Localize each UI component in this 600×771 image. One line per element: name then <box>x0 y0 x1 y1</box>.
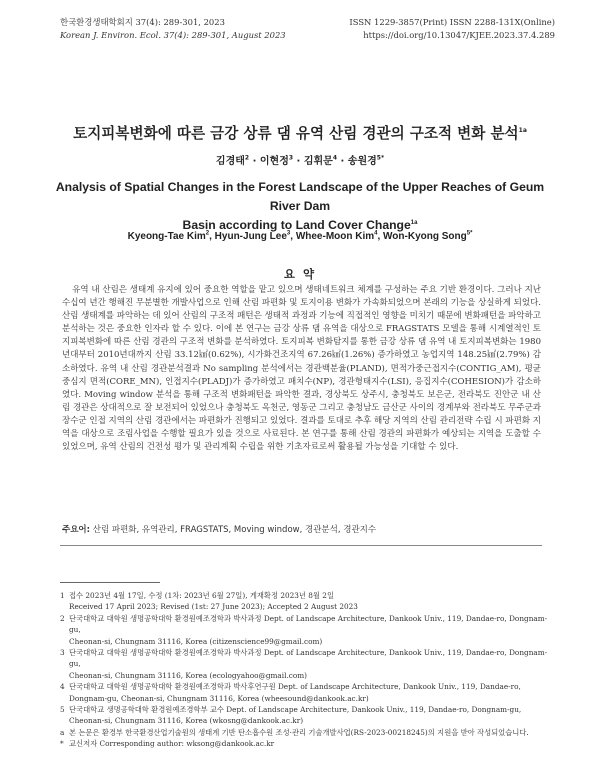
footnote-5 <box>60 704 550 727</box>
footnote-mark: 3 <box>60 648 65 658</box>
section-divider <box>60 545 542 546</box>
footnote-line: Cheonan-si, Chungnam 31116, Korea (ecologyahoo@gmail.com) <box>69 670 308 680</box>
author-en-3: Whee-Moon Kim <box>295 231 375 242</box>
footnote-line: 단국대학교 생명공학대학 환경원예조경학부 교수 Dept. of Landscape Architecture, Dankook Univ., 119, Dandae-ro, Dongnam-gu, <box>69 705 522 715</box>
footnote-line: Cheonan-si, Chungnam 31116, Korea (citizenscience99@gmail.com) <box>69 636 323 646</box>
journal-citation <box>60 16 286 42</box>
author-ko-3-sup: 4 <box>332 154 337 162</box>
author-ko-4: 송원경 <box>347 156 377 167</box>
footnote-line: 접수 2023년 4월 17일, 수정 (1차: 2023년 6월 27일), 게재확정 2023년 8월 2일 <box>69 591 334 600</box>
author-ko-3: 김휘문 <box>303 156 333 167</box>
authors-korean <box>40 152 560 167</box>
footnote-line: Cheonan-si, Chungnam 31116, Korea (wkosng@dankook.ac.kr) <box>69 716 304 726</box>
authors-english: Kyeong-Tae Kim$^2$, Hyun-Jung Lee$^3$, Whee-Moon Kim$^4$, Won-Kyong Song$^{5*}$ <box>127 230 473 242</box>
footnote-line: Dongnam-gu, Cheonan-si, Chungnam 31116, Korea (wheesound@dankook.ac.kr) <box>69 693 369 703</box>
keywords <box>62 523 541 535</box>
author-ko-1-sup: 2 <box>244 154 250 162</box>
title-english <box>40 178 560 235</box>
footnote-mark: 4 <box>60 682 65 692</box>
keywords-list: 산림 파편화, 유역관리, FRAGSTATS, Moving window, 경관분석, 경관지수 <box>92 525 377 535</box>
title-english-line1: Analysis of Spatial Changes in the Forest Landscape of the Upper Reaches of Geum River Dam <box>55 180 545 213</box>
author-ko-2: 이현정 <box>259 156 289 167</box>
title-korean-sup: 1a <box>518 127 527 135</box>
author-ko-4-sup: 5* <box>376 154 385 162</box>
footnote-line: 단국대학교 대학원 생명공학대학 환경원예조경학과 박사후연구원 Dept. of Landscape Architecture, Dankook Univ., 119, Dandae-ro, <box>69 682 521 692</box>
title-korean-text: 토지피복변화에 따른 금강 상류 댐 유역 산림 경관의 구조적 변화 분석 <box>73 125 519 142</box>
keywords-label: 주요어: <box>62 525 91 535</box>
footnote-line: 본 논문은 환경부 한국환경산업기술원의 생태계 기반 탄소흡수원 조성·관리 기술개발사업(RS-2023-00218245)의 지원을 받아 작성되었습니다. <box>69 727 529 737</box>
abstract-heading: 요 약 <box>283 267 317 281</box>
title-korean <box>40 122 560 143</box>
title-english-sup: 1a <box>410 219 418 226</box>
author-en-1-sup: 2 <box>205 230 210 237</box>
author-en-1: Kyeong-Tae Kim <box>127 231 206 242</box>
author-en-2-sup: 3 <box>286 230 291 237</box>
author-en-4: Won-Kyong Song <box>383 231 467 242</box>
footnote-mark: a <box>60 727 65 737</box>
author-separator: · <box>252 156 257 167</box>
issn: ISSN 1229-3857(Print) ISSN 2288-131X(Online) <box>349 17 555 27</box>
author-separator: · <box>296 156 301 167</box>
footnote-mark: 1 <box>60 591 65 600</box>
author-en-4-sup: 5* <box>466 230 473 237</box>
doi-link[interactable]: https://doi.org/10.13047/KJEE.2023.37.4.289 <box>363 30 555 40</box>
footnote-corresponding <box>60 738 550 749</box>
author-separator: · <box>340 156 345 167</box>
footnotes <box>60 590 550 750</box>
footnote-mark: 5 <box>60 705 65 715</box>
author-ko-1: 김경태 <box>215 156 245 167</box>
journal-citation-en: Korean J. Environ. Ecol. 37(4): 289-301, August 2023 <box>60 30 286 40</box>
footnote-2 <box>60 613 550 647</box>
footnote-mark: 2 <box>60 613 65 623</box>
footnote-mark: * <box>60 739 64 749</box>
footnote-1 <box>60 590 550 613</box>
footnote-4 <box>60 681 550 704</box>
footnote-3 <box>60 647 550 681</box>
abstract-body: 유역 내 산림은 생태계 유지에 있어 중요한 역할을 맡고 있으며 생태네트워크 체계를 구성하는 주요 기반 환경이다. 그러나 지난 수십여 년간 행해진 무분별한 개발사업으로 인해 산림 파편화 및 토지이용 변화가 가속화되었으며 본래의 기능을 상실하게 되었다. 산림 생태계를 파악하는 데 있어 산림의 구조적 패턴은 생태적 과정과 기능에 직접적인 영향을 미치기 때문에 변화패턴을 파악하고 분석하는 것은 중요한 인자라 할 수 있다. 이에 본 연구는 금강 상류 댐 유역을 대상으로 FRAGSTATS 모델을 통해 시계열적인 토지피복변화에 따른 산림 경관의 구조적 변화를 분석하였다. 토지피복 변화탐지를 통한 금강 상류 댐 유역 내 토지피복변화는 1980년대부터 2010년대까지 산림 33.12㎢(0.62%), 시가화건조지역 67.26㎢(1.26%) 증가하였고 농업지역 148.25㎢(2.79%) 감소하였다. 유역 내 산림 경관분석결과 No sampling 분석에서는 경관백분율(PLAND), 면적가중근접지수(CONTIG_AM), 평균 중심지 면적(CORE_MN), 인접지수(PLADJ)가 증가하였고 패치수(NP), 경관형태지수(LSI), 응집지수(COHESION)가 감소하였다. Moving window 분석을 통해 구조적 변화패턴을 파악한 결과, 경상북도 상주시, 충청북도 보은군, 전라북도 진안군 내 산림 경관은 상대적으로 잘 보전되어 있었으나 충청북도 옥천군, 영동군 그리고 충청남도 금산군 사이의 경계부와 전라북도 무주군과 장수군 인접 지역의 산림 경관에서는 파편화가 진행되고 있었다. 결과를 토대로 추후 해당 지역의 산림 관리전략 수립 시 파편화 지역을 대상으로 조림사업을 수행할 필요가 있을 것으로 사료된다. 본 연구를 통해 산림 경관의 파편화가 예상되는 지역을 도출할 수 있었으며, 유역 산림의 건전성 평가 및 관리계획 수립을 위한 기초자료로써 활용될 가능성을 기대할 수 있다. <box>62 285 541 453</box>
journal-identifiers <box>349 16 555 42</box>
author-en-3-sup: 4 <box>374 230 378 237</box>
footnote-line: Received 17 April 2023; Revised (1st: 27 June 2023); Accepted 2 August 2023 <box>69 602 358 612</box>
footnote-line: 단국대학교 대학원 생명공학대학 환경원예조경학과 박사과정 Dept. of Landscape Architecture, Dankook Univ., 119, Dandae-ro, Dongnam-gu, <box>69 648 548 669</box>
author-ko-2-sup: 3 <box>288 154 294 162</box>
footnote-line: 단국대학교 대학원 생명공학대학 환경원예조경학과 박사과정 Dept. of Landscape Architecture, Dankook Univ., 119, Dandae-ro, Dongnam-gu, <box>69 613 548 635</box>
title-english-line2-text: Basin according to Land Cover Change <box>182 218 411 232</box>
footnote-divider <box>60 582 160 583</box>
author-en-2: Hyun-Jung Lee <box>214 231 287 242</box>
journal-citation-ko: 한국환경생태학회지 37(4): 289-301, 2023 <box>60 17 225 27</box>
footnote-line: 교신저자 Corresponding author: wksong@dankook.ac.kr <box>69 739 275 749</box>
footnote-a <box>60 727 550 738</box>
